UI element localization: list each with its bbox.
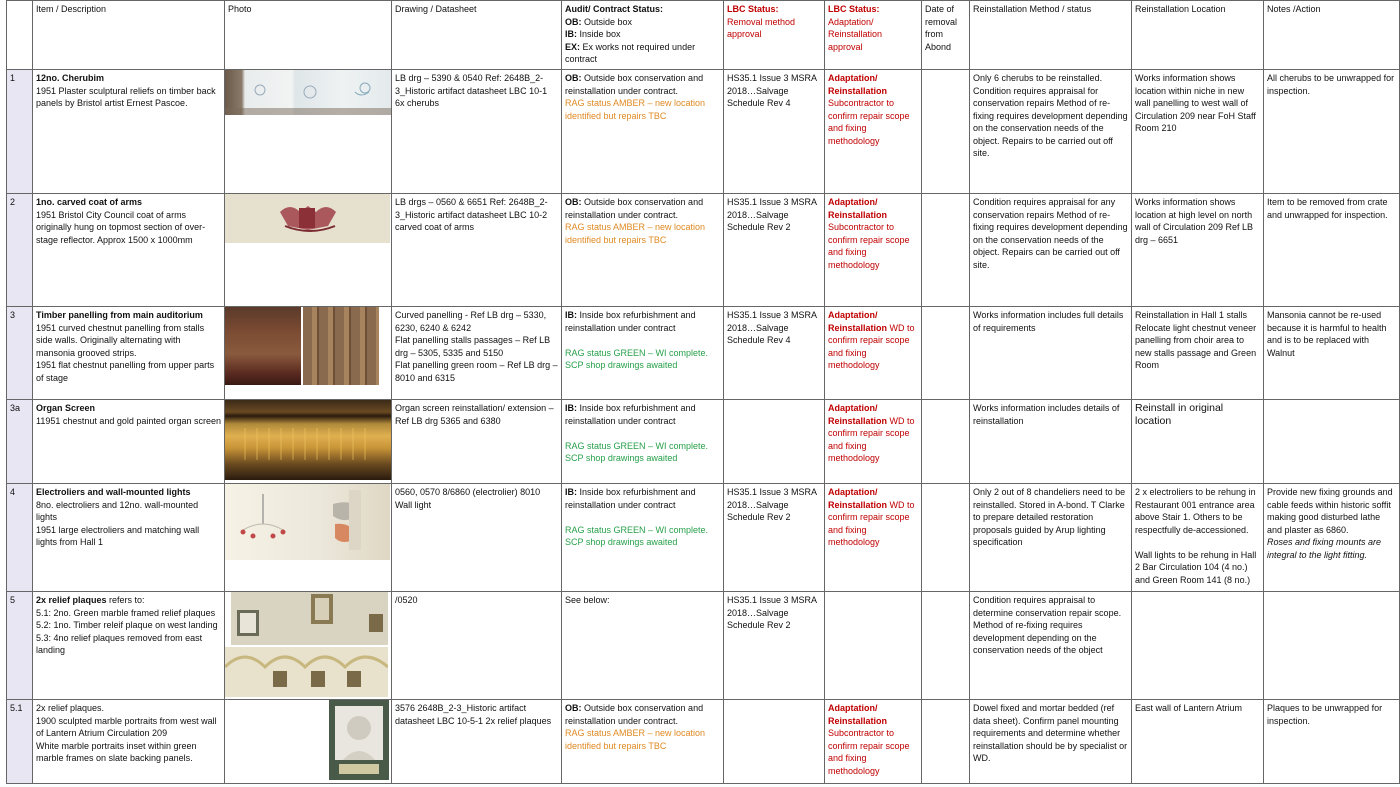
- audit-value: Outside box conservation and reinstallation under contract.: [565, 73, 704, 96]
- lbc-adaptation-text: Subcontractor to confirm repair scope and fixing methodology: [828, 728, 910, 776]
- lbc-adaptation-text: WD to confirm repair scope and fixing methodology: [828, 415, 915, 463]
- item-description: [33, 484, 225, 592]
- lbc-adaptation-title: Adaptation/ Reinstallation: [828, 310, 888, 333]
- reinstallation-location: Works information shows location at high level on north wall of Circulation 209 Ref LB drg – 6651: [1132, 194, 1264, 307]
- reinstallation-location: [1132, 484, 1264, 592]
- coat-of-arms-icon: [225, 194, 390, 243]
- item-desc: 1951 Plaster sculptural reliefs on timber back panels by Bristol artist Ernest Pascoe.: [36, 85, 216, 108]
- location-wall-lights: Wall lights to be rehung in Hall 2 Bar Circulation 104 (4 no.) and Green Room 141 (8 no.): [1135, 549, 1257, 585]
- row-number: 3: [7, 307, 33, 400]
- audit-value: Outside box conservation and reinstallation under contract.: [565, 703, 704, 726]
- notes-action: [1264, 592, 1400, 700]
- item-description: [33, 700, 225, 784]
- cherub-sketch-icon: [225, 70, 392, 115]
- rag-status: RAG status GREEN – WI complete. SCP shop drawings awaited: [565, 524, 709, 547]
- reinstallation-method: Condition requires appraisal for any conservation repairs Method of re-fixing requires development depending on the conservation needs of the object. Repairs can be carried out off site.: [970, 194, 1132, 307]
- audit-key: OB:: [565, 703, 582, 713]
- item-desc-5-1: 5.1: 2no. Green marble framed relief plaques: [36, 607, 216, 618]
- lbc-adaptation-text: Subcontractor to confirm repair scope and fixing methodology: [828, 222, 910, 270]
- audit-value: Outside box conservation and reinstallation under contract.: [565, 197, 704, 220]
- header-lbc-adaptation: [825, 1, 922, 70]
- header-lbc-removal-sub: Removal method approval: [727, 16, 796, 39]
- header-audit-ob-value: Outside box: [581, 16, 633, 27]
- item-desc-curved: 1951 curved chestnut panelling from stalls side walls. Originally alternating with mansonia grooved strips.: [36, 322, 205, 358]
- drawing-flat-green-room: Flat panelling green room – Ref LB drg – 8010 and 6315: [395, 360, 558, 383]
- table-row: [7, 484, 1400, 592]
- item-title: Timber panelling from main auditorium: [36, 310, 203, 320]
- removal-date: [922, 592, 970, 700]
- removal-date: [922, 700, 970, 784]
- item-desc: 1951 Bristol City Council coat of arms originally hung on topmost section of over-stage reflector. Approx 1500 x 1000mm: [36, 209, 206, 245]
- audit-status: See below:: [562, 592, 724, 700]
- lbc-adaptation-title: Adaptation/ Reinstallation: [828, 487, 888, 510]
- lbc-removal: HS35.1 Issue 3 MSRA 2018…Salvage Schedule Rev 2: [724, 194, 825, 307]
- location-electroliers: 2 x electroliers to be rehung in Restaurant 001 entrance area above Stair 1. Others to be respectfully de-accessioned.: [1135, 487, 1256, 535]
- table-row: [7, 700, 1400, 784]
- lbc-adaptation: [825, 592, 922, 700]
- removal-date: [922, 307, 970, 400]
- table-row: [7, 70, 1400, 194]
- audit-key: IB:: [565, 403, 577, 413]
- audit-key: OB:: [565, 73, 582, 83]
- rag-status: RAG status AMBER – new location identified but repairs TBC: [565, 222, 706, 245]
- organ-screen-photo: [225, 400, 392, 480]
- drawing-flat-stalls: Flat panelling stalls passages – Ref LB drg – 5305, 5335 and 5150: [395, 335, 551, 358]
- photo-cell: [225, 400, 392, 484]
- audit-key: OB:: [565, 197, 582, 207]
- drawing-datasheet: /0520: [392, 592, 562, 700]
- reinstallation-method: Condition requires appraisal to determine conservation repair scope. Method of re-fixing requires development depending on the conservation needs of the object: [970, 592, 1132, 700]
- header-audit-ib-value: Inside box: [577, 29, 621, 39]
- header-audit-ex-key: EX:: [565, 41, 581, 52]
- timber-panelling-photo: [225, 307, 301, 385]
- drawing-datasheet: LB drgs – 0560 & 6651 Ref: 2648B_2-3_Historic artifact datasheet LBC 10-2 carved coat of arms: [392, 194, 562, 307]
- header-drawing: Drawing / Datasheet: [392, 1, 562, 70]
- electroliers-photo: [225, 484, 390, 560]
- lbc-adaptation-title: Adaptation/ Reinstallation: [828, 703, 888, 726]
- lbc-adaptation-text: WD to confirm repair scope and fixing methodology: [828, 322, 915, 370]
- organ-pipes-icon: [225, 400, 392, 480]
- item-description: [33, 307, 225, 400]
- cherub-reliefs-photo: [225, 70, 392, 115]
- removal-date: [922, 400, 970, 484]
- header-audit-ib-key: IB:: [565, 29, 577, 39]
- marble-portrait-photo: [329, 700, 389, 780]
- drawing-datasheet: 3576 2648B_2-3_Historic artifact datasheet LBC 10-5-1 2x relief plaques: [392, 700, 562, 784]
- header-lbc-removal-title: LBC Status:: [727, 4, 779, 14]
- lbc-adaptation: [825, 700, 922, 784]
- header-audit-ex-value: Ex works not required under contract: [565, 41, 696, 64]
- header-item: Item / Description: [33, 1, 225, 70]
- rag-status: RAG status AMBER – new location identified but repairs TBC: [565, 98, 706, 121]
- lbc-adaptation: [825, 400, 922, 484]
- removal-date: [922, 194, 970, 307]
- notes-italic: Roses and fixing mounts are integral to the light fitting.: [1267, 537, 1382, 560]
- item-desc: 11951 chestnut and gold painted organ screen: [36, 415, 221, 426]
- reinstallation-method: Only 2 out of 8 chandeliers need to be reinstalled. Stored in A-bond. T Clarke to prepare detailed restoration proposals guided by Arup lighting specification: [970, 484, 1132, 592]
- reinstallation-method: Works information includes full details of requirements: [970, 307, 1132, 400]
- item-description: [33, 194, 225, 307]
- removal-date: [922, 70, 970, 194]
- item-desc-2: 1900 sculpted marble portraits from west wall of Lantern Atrium Circulation 209: [36, 715, 217, 738]
- item-description: [33, 400, 225, 484]
- timber-panelling-photo-2: [303, 307, 379, 385]
- audit-key: IB:: [565, 310, 577, 320]
- reinstallation-location: Works information shows location within niche in new wall panelling to west wall of Circulation 209 near FoH Staff Room 210: [1132, 70, 1264, 194]
- row-number: 2: [7, 194, 33, 307]
- item-title-suffix: refers to:: [106, 595, 145, 605]
- portrait-icon: [329, 700, 389, 780]
- audit-status: [562, 700, 724, 784]
- row-number: 1: [7, 70, 33, 194]
- header-location: Reinstallation Location: [1132, 1, 1264, 70]
- item-desc: 1951 large electroliers and matching wall lights from Hall 1: [36, 524, 200, 547]
- item-title: Electroliers and wall-mounted lights: [36, 487, 191, 497]
- lbc-removal: HS35.1 Issue 3 MSRA 2018…Salvage Schedule Rev 4: [724, 307, 825, 400]
- photo-cell: [225, 592, 392, 700]
- header-lbc-adaptation-title: LBC Status:: [828, 4, 880, 14]
- audit-value: Inside box refurbishment and reinstallation under contract: [565, 310, 696, 333]
- drawing-datasheet: Organ screen reinstallation/ extension – Ref LB drg 5365 and 6380: [392, 400, 562, 484]
- lbc-adaptation-title: Adaptation/ Reinstallation: [828, 197, 888, 220]
- rag-status: RAG status GREEN – WI complete. SCP shop drawings awaited: [565, 440, 709, 463]
- reinstallation-method: Works information includes details of reinstallation: [970, 400, 1132, 484]
- lbc-adaptation-text: Subcontractor to confirm repair scope and fixing methodology: [828, 98, 910, 146]
- plaques-icon: [231, 592, 388, 645]
- reinstallation-location: Reinstall in original location: [1132, 400, 1264, 484]
- relief-plaques-photo-2: [225, 647, 388, 697]
- removal-date: [922, 484, 970, 592]
- coat-of-arms-photo: [225, 194, 390, 243]
- notes-action: Item to be removed from crate and unwrapped for inspection.: [1264, 194, 1400, 307]
- arches-icon: [225, 647, 388, 697]
- lbc-removal: HS35.1 Issue 3 MSRA 2018…Salvage Schedule Rev 2: [724, 484, 825, 592]
- item-desc-count: 8no. electroliers and 12no. wall-mounted lights: [36, 499, 199, 522]
- reinstallation-location: East wall of Lantern Atrium: [1132, 700, 1264, 784]
- drawing-datasheet: [392, 307, 562, 400]
- lbc-removal: HS35.1 Issue 3 MSRA 2018…Salvage Schedule Rev 2: [724, 592, 825, 700]
- audit-key: IB:: [565, 487, 577, 497]
- lbc-adaptation: [825, 307, 922, 400]
- lbc-adaptation: [825, 70, 922, 194]
- header-audit-title: Audit/ Contract Status:: [565, 4, 663, 14]
- header-lbc-adaptation-sub: Adaptation/ Reinstallation approval: [828, 16, 883, 52]
- header-audit-ob-key: OB:: [565, 16, 582, 27]
- audit-status: [562, 400, 724, 484]
- header-audit: [562, 1, 724, 70]
- drawing-datasheet: LB drg – 5390 & 0540 Ref: 2648B_2-3_Historic artifact datasheet LBC 10-1 6x cherubs: [392, 70, 562, 194]
- reinstallation-method: Dowel fixed and mortar bedded (ref data sheet). Confirm panel mounting requirements and determine whether reinstallation should be by specialist or WD.: [970, 700, 1132, 784]
- audit-value: Inside box refurbishment and reinstallation under contract: [565, 403, 696, 426]
- table-row: [7, 194, 1400, 307]
- item-title: 12no. Cherubim: [36, 73, 105, 83]
- item-desc-5-3: 5.3: 4no relief plaques removed from east landing: [36, 632, 203, 655]
- audit-status: [562, 194, 724, 307]
- audit-value: Inside box refurbishment and reinstallation under contract: [565, 487, 696, 510]
- lbc-removal: HS35.1 Issue 3 MSRA 2018…Salvage Schedule Rev 4: [724, 70, 825, 194]
- lbc-adaptation-title: Adaptation/ Reinstallation: [828, 73, 888, 96]
- lbc-removal: [724, 700, 825, 784]
- drawing-curved: Curved panelling - Ref LB drg – 5330, 6230, 6240 & 6242: [395, 310, 547, 333]
- notes-action: [1264, 400, 1400, 484]
- row-number: 5: [7, 592, 33, 700]
- reinstallation-method: Only 6 cherubs to be reinstalled. Condition requires appraisal for conservation repairs Method of re-fixing requires development depending on the conservation needs of the object. Repairs to be carried out off site.: [970, 70, 1132, 194]
- notes-text: Provide new fixing grounds and cable feeds within historic soffit making good disturbed lathe and plaster as 6860.: [1267, 487, 1393, 535]
- audit-status: [562, 70, 724, 194]
- lbc-adaptation-title: Adaptation/ Reinstallation: [828, 403, 888, 426]
- header-lbc-removal: [724, 1, 825, 70]
- reinstallation-location: Reinstallation in Hall 1 stalls Relocate light chestnut veneer panelling from choir area to new stalls passage and Green Room: [1132, 307, 1264, 400]
- lbc-adaptation: [825, 194, 922, 307]
- table-row: [7, 592, 1400, 700]
- notes-action: All cherubs to be unwrapped for inspection.: [1264, 70, 1400, 194]
- chandelier-icon: [225, 484, 390, 560]
- item-desc-flat: 1951 flat chestnut panelling from upper parts of stage: [36, 360, 215, 383]
- item-title: Organ Screen: [36, 403, 96, 413]
- audit-status: [562, 484, 724, 592]
- rag-status: RAG status GREEN – WI complete. SCP shop drawings awaited: [565, 347, 709, 370]
- rag-status: RAG status AMBER – new location identified but repairs TBC: [565, 728, 706, 751]
- lbc-removal: [724, 400, 825, 484]
- row-number: 3a: [7, 400, 33, 484]
- item-desc-3: White marble portraits inset within green marble frames on slate backing panels.: [36, 740, 197, 763]
- row-number: 5.1: [7, 700, 33, 784]
- photo-cell: [225, 70, 392, 194]
- header-row: [7, 1, 1400, 70]
- item-desc-1: 2x relief plaques.: [36, 703, 105, 713]
- lbc-adaptation: [825, 484, 922, 592]
- table-row: [7, 307, 1400, 400]
- drawing-datasheet: 0560, 0570 8/6860 (electrolier) 8010 Wall light: [392, 484, 562, 592]
- item-desc-5-2: 5.2: 1no. Timber releif plaque on west landing: [36, 620, 218, 630]
- notes-action: [1264, 484, 1400, 592]
- reinstallation-location: [1132, 592, 1264, 700]
- relief-plaques-photo: [231, 592, 388, 645]
- notes-action: Plaques to be unwrapped for inspection.: [1264, 700, 1400, 784]
- photo-cell: [225, 484, 392, 592]
- table-row: [7, 400, 1400, 484]
- photo-cell: [225, 307, 392, 400]
- photo-cell: [225, 700, 392, 784]
- item-description: [33, 70, 225, 194]
- notes-action: Mansonia cannot be re-used because it is harmful to health and is to be replaced with Walnut: [1264, 307, 1400, 400]
- photo-cell: [225, 194, 392, 307]
- salvage-schedule-table: [6, 0, 1400, 784]
- header-date: Date of removal from Abond: [922, 1, 970, 70]
- item-description: [33, 592, 225, 700]
- row-number: 4: [7, 484, 33, 592]
- lbc-adaptation-text: WD to confirm repair scope and fixing methodology: [828, 499, 915, 547]
- item-title: 1no. carved coat of arms: [36, 197, 143, 207]
- header-method: Reinstallation Method / status: [970, 1, 1132, 70]
- header-num: [7, 1, 33, 70]
- header-photo: Photo: [225, 1, 392, 70]
- audit-status: [562, 307, 724, 400]
- item-title: 2x relief plaques: [36, 595, 107, 605]
- header-notes: Notes /Action: [1264, 1, 1400, 70]
